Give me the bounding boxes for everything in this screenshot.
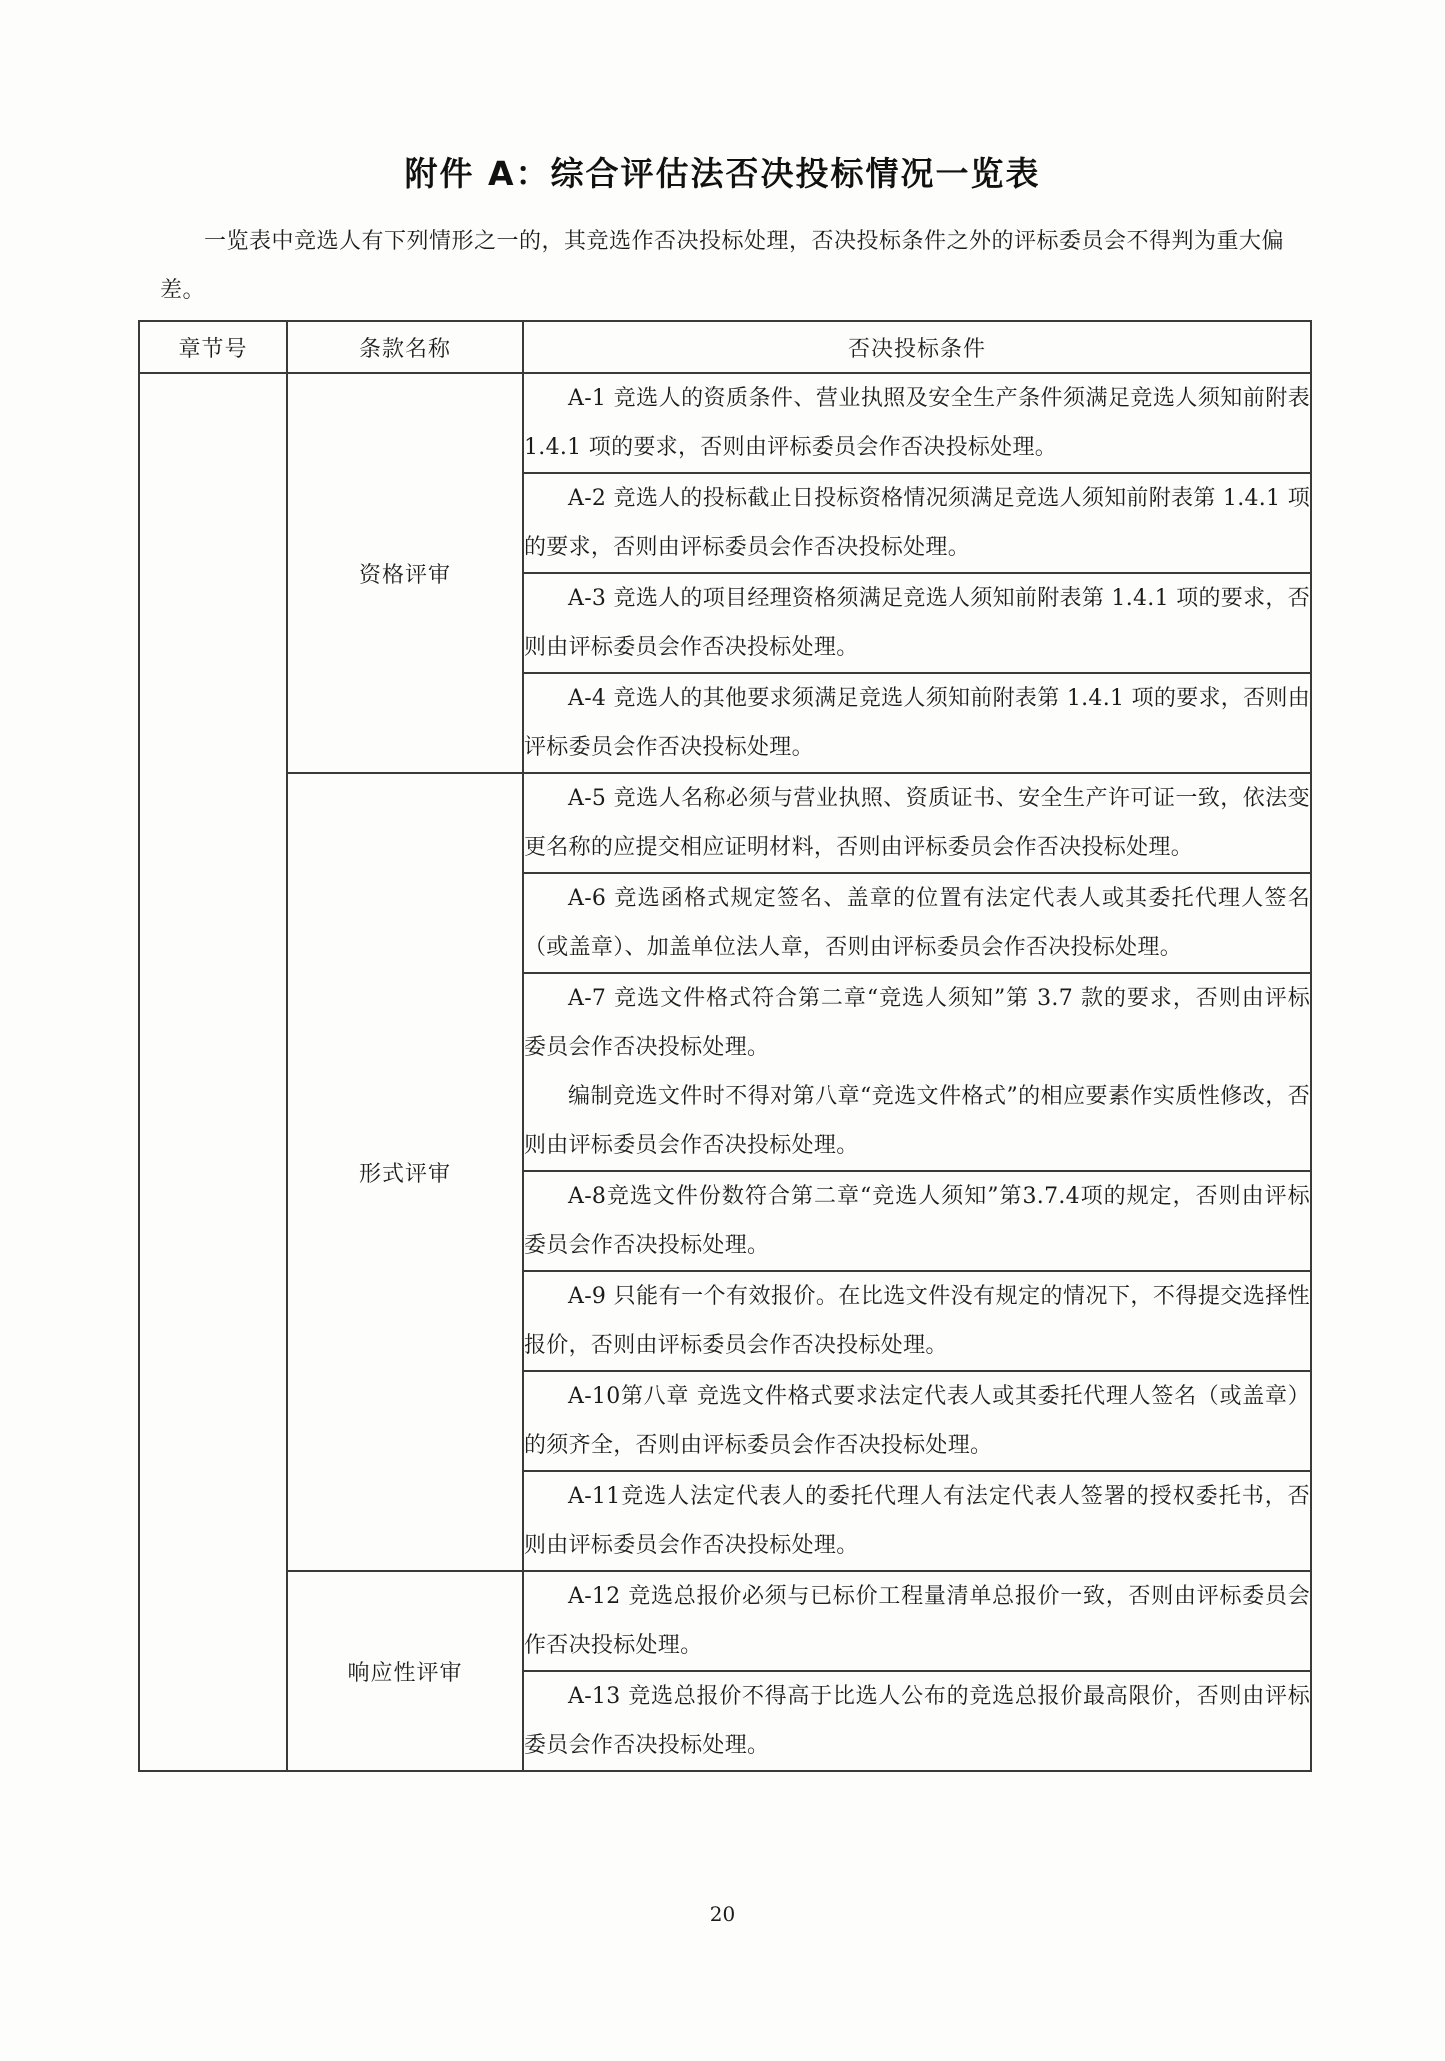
- condition-a2: A-2 竞选人的投标截止日投标资格情况须满足竞选人须知前附表第 1.4.1 项的要求，否则由评标委员会作否决投标处理。: [524, 486, 1310, 560]
- header-condition: 否决投标条件: [523, 321, 1311, 373]
- condition-a7: A-7 竞选文件格式符合第二章“竞选人须知”第 3.7 款的要求，否则由评标委员会作否决投标处理。: [524, 986, 1310, 1060]
- rejection-table: [138, 320, 1312, 1772]
- condition-cell: [523, 973, 1311, 1171]
- page-number: 20: [709, 1902, 736, 1926]
- condition-cell: [523, 373, 1311, 473]
- table-row: [139, 1571, 1311, 1671]
- section-qualification: 资格评审: [287, 373, 523, 773]
- condition-a10: A-10第八章 竞选文件格式要求法定代表人或其委托代理人签名（或盖章）的须齐全，否则由评标委员会作否决投标处理。: [524, 1384, 1310, 1458]
- header-chapter: 章节号: [139, 321, 287, 373]
- condition-cell: [523, 773, 1311, 873]
- condition-a7-note: 编制竞选文件时不得对第八章“竞选文件格式”的相应要素作实质性修改，否则由评标委员会作否决投标处理。: [524, 1084, 1310, 1158]
- condition-a8: A-8竞选文件份数符合第二章“竞选人须知”第3.7.4项的规定，否则由评标委员会作否决投标处理。: [524, 1184, 1310, 1258]
- condition-a12: A-12 竞选总报价必须与已标价工程量清单总报价一致，否则由评标委员会作否决投标处理。: [524, 1584, 1310, 1658]
- condition-cell: [523, 1171, 1311, 1271]
- table-row: [139, 373, 1311, 473]
- chapter-cell: [139, 373, 287, 1771]
- condition-cell: [523, 1571, 1311, 1671]
- table-header-row: [139, 321, 1311, 373]
- condition-a4: A-4 竞选人的其他要求须满足竞选人须知前附表第 1.4.1 项的要求，否则由评标委员会作否决投标处理。: [524, 686, 1310, 760]
- condition-cell: [523, 1471, 1311, 1571]
- section-responsiveness: 响应性评审: [287, 1571, 523, 1771]
- condition-cell: [523, 673, 1311, 773]
- table-row: [139, 773, 1311, 873]
- condition-a6: A-6 竞选函格式规定签名、盖章的位置有法定代表人或其委托代理人签名（或盖章）、加盖单位法人章，否则由评标委员会作否决投标处理。: [524, 886, 1310, 960]
- condition-cell: [523, 473, 1311, 573]
- condition-cell: [523, 1371, 1311, 1471]
- condition-a13: A-13 竞选总报价不得高于比选人公布的竞选总报价最高限价，否则由评标委员会作否决投标处理。: [524, 1684, 1310, 1758]
- section-form: 形式评审: [287, 773, 523, 1571]
- condition-a5: A-5 竞选人名称必须与营业执照、资质证书、安全生产许可证一致，依法变更名称的应提交相应证明材料，否则由评标委员会作否决投标处理。: [524, 786, 1310, 860]
- condition-cell: [523, 1671, 1311, 1771]
- page-title: 附件 A：综合评估法否决投标情况一览表: [404, 154, 1041, 193]
- condition-cell: [523, 573, 1311, 673]
- header-clause: 条款名称: [287, 321, 523, 373]
- condition-a11: A-11竞选人法定代表人的委托代理人有法定代表人签署的授权委托书，否则由评标委员会作否决投标处理。: [524, 1484, 1310, 1558]
- condition-cell: [523, 1271, 1311, 1371]
- condition-cell: [523, 873, 1311, 973]
- condition-a9: A-9 只能有一个有效报价。在比选文件没有规定的情况下，不得提交选择性报价，否则由评标委员会作否决投标处理。: [524, 1284, 1310, 1358]
- intro-paragraph: 一览表中竞选人有下列情形之一的，其竞选作否决投标处理，否决投标条件之外的评标委员会不得判为重大偏差。: [160, 229, 1285, 303]
- condition-a1: A-1 竞选人的资质条件、营业执照及安全生产条件须满足竞选人须知前附表 1.4.1 项的要求，否则由评标委员会作否决投标处理。: [524, 386, 1310, 460]
- condition-a3: A-3 竞选人的项目经理资格须满足竞选人须知前附表第 1.4.1 项的要求，否则由评标委员会作否决投标处理。: [524, 586, 1310, 660]
